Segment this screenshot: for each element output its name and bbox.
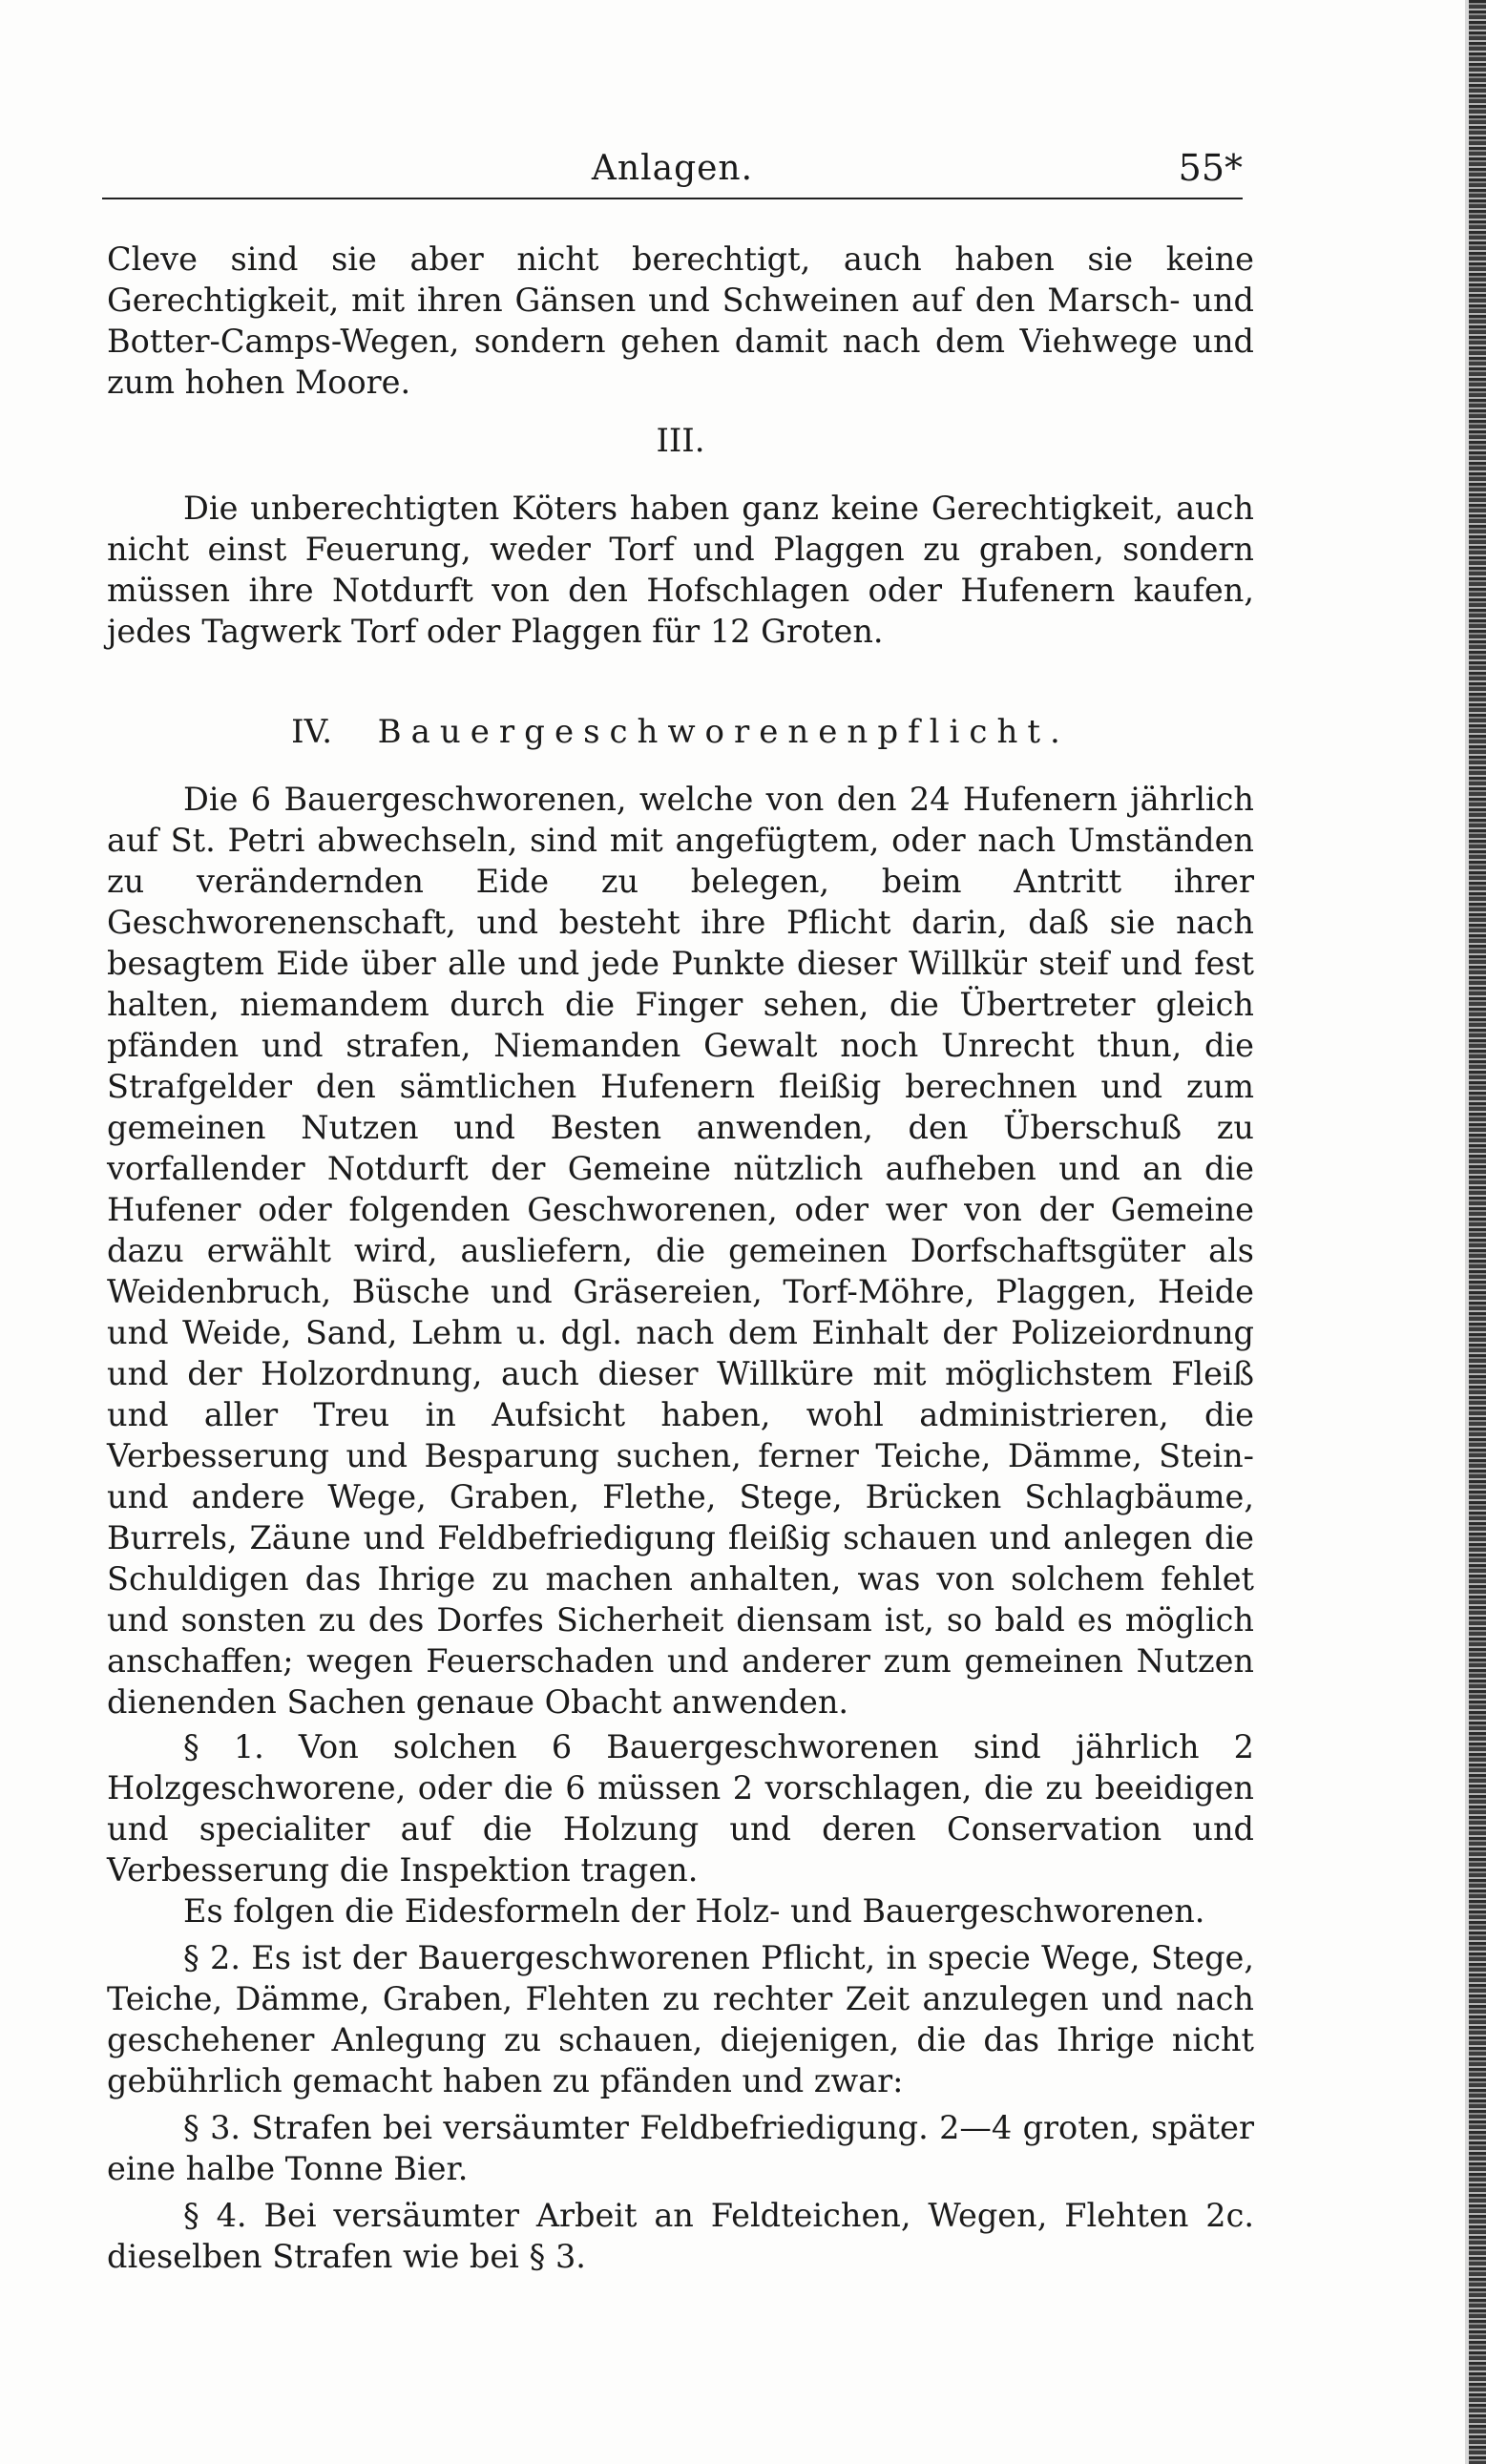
section-iv-title: Bauergeschworenenpflicht.: [377, 713, 1070, 751]
paragraph-3: § 3. Strafen bei versäumter Feldbefriedigung. 2—4 groten, später eine halbe Tonne Bier.: [107, 2109, 1254, 2187]
page-number: 55*: [1178, 147, 1243, 189]
paragraph-2: § 2. Es ist der Bauergeschworenen Pflicht, in specie Wege, Stege, Teiche, Dämme, Graben, Flehten zu rechter Zeit anzulegen und nach geschehener Anlegung zu schauen, diejenigen, die das Ihrige nicht gebührlich gemacht haben zu pfänden und zwar:: [107, 1939, 1254, 2099]
header-rule: [102, 198, 1243, 199]
running-head: Anlagen.: [591, 149, 754, 188]
paragraph-4: § 4. Bei versäumter Arbeit an Feldteichen, Wegen, Flehten 2c. dieselben Strafen wie bei § 3.: [107, 2197, 1254, 2275]
section-iv-block: [107, 779, 1254, 2277]
section-iv-heading: [107, 713, 1254, 751]
scan-edge-shadow: [1465, 0, 1469, 2464]
intro-paragraph: Cleve sind sie aber nicht berechtigt, auch haben sie keine Gerechtigkeit, mit ihren Gänsen und Schweinen auf den Marsch- und Botter-Camps-Wegen, sondern gehen damit nach dem Viehwege und zum hohen Moore.: [107, 240, 1254, 401]
paragraph-1: § 1. Von solchen 6 Bauergeschworenen sind jährlich 2 Holzgeschworene, oder die 6 müssen 2 vorschlagen, die zu beeidigen und specialiter auf die Holzung und deren Conservation und Verbesserung die Inspektion tragen.: [107, 1728, 1254, 1889]
section-iv-numeral: IV.: [291, 713, 333, 751]
section-iv-intro-paragraph: Die 6 Bauergeschworenen, welche von den 24 Hufenern jährlich auf St. Petri abwechseln, sind mit angefügtem, oder nach Umständen zu verändernden Eide zu belegen, beim Antritt ihrer Geschworenenschaft, und besteht ihre Pflicht darin, daß sie nach besagtem Eide über alle und jede Punkte dieser Willkür steif und fest halten, niemandem durch die Finger sehen, die Übertreter gleich pfänden und strafen, Niemanden Gewalt noch Unrecht thun, die Strafgelder den sämtlichen Hufenern fleißig berechnen und zum gemeinen Nutzen und Besten anwenden, den Überschuß zu vorfallender Notdurft der Gemeine nützlich aufheben und an die Hufener oder folgenden Geschworenen, oder wer von der Gemeine dazu erwählt wird, ausliefern, die gemeinen Dorfschaftsgüter als Weidenbruch, Büsche und Gräsereien, Torf-Möhre, Plaggen, Heide und Weide, Sand, Lehm u. dgl. nach dem Einhalt der Polizeiordnung und der Holzordnung, auch dieser Willküre mit möglichstem Fleiß und aller Treu in Aufsicht haben, wohl administrieren, die Verbesserung und Besparung suchen, ferner Teiche, Dämme, Stein- und andere Wege, Graben, Flethe, Stege, Brücken Schlagbäume, Burrels, Zäune und Feldbefriedigung fleißig schauen und anlegen die Schuldigen das Ihrige zu machen anhalten, was von solchem fehlet und sonsten zu des Dorfes Sicherheit diensam ist, so bald es möglich anschaffen; wegen Feuerschaden und anderer zum gemeinen Nutzen dienenden Sachen genaue Obacht anwenden.: [107, 781, 1254, 1721]
eid-note: Es folgen die Eidesformeln der Holz- und Bauergeschworenen.: [183, 1892, 1205, 1930]
section-iii-paragraph: Die unberechtigten Köters haben ganz keine Gerechtigkeit, auch nicht einst Feuerung, weder Torf und Plaggen zu graben, sondern müssen ihre Notdurft von den Hofschlagen oder Hufenern kaufen, jedes Tagwerk Torf oder Plaggen für 12 Groten.: [107, 490, 1254, 650]
section-iii-heading: [107, 422, 1254, 460]
section-iii-block: [107, 488, 1254, 652]
page-header: [102, 143, 1243, 197]
scan-edge: [1469, 0, 1486, 2464]
section-iii-numeral: III.: [656, 422, 705, 460]
intro-paragraph-block: [107, 239, 1254, 403]
